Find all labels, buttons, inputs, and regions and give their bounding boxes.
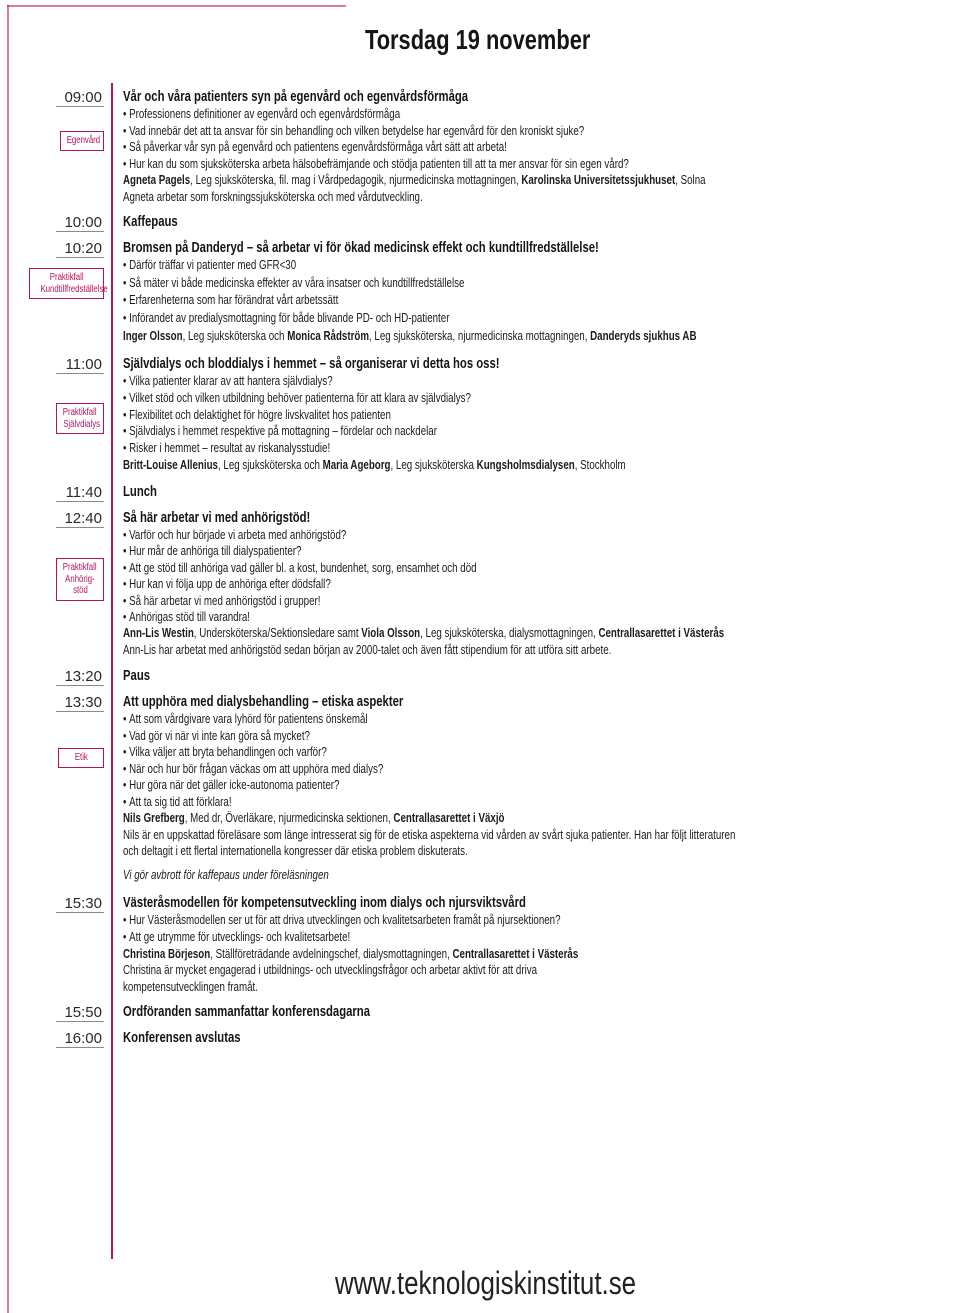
category-tag (29, 268, 108, 299)
time-label: 10:00 (56, 214, 104, 232)
session-title: Så här arbetar vi med anhörigstöd! (123, 510, 311, 526)
bullet-item: • Vilket stöd och vilken utbildning behöver patienterna för att klara av självdialys? (123, 390, 950, 407)
column-divider (111, 83, 113, 1259)
bullet-item: • Hur kan du som sjuksköterska arbeta hälsobefrämjande och stödja patienten till att ta mer ansvar för sin egen vård? (123, 156, 950, 173)
speaker-highlight: Christina Börjeson (123, 946, 211, 961)
session-block (123, 356, 950, 474)
session-block (123, 484, 950, 501)
bullet-list (123, 711, 950, 810)
category-tag-line (62, 135, 102, 147)
session-block (123, 895, 950, 996)
speaker-detail: , Solna (675, 173, 706, 188)
speaker-bio-line: Nils är en uppskattad föreläsare som länge intresserat sig för de etiska aspekterna vid vården av svårt sjuka patienter. Han har följt litteraturen (123, 827, 736, 842)
session-title: Bromsen på Danderyd – så arbetar vi för ökad medicinsk effekt och kundtillfredställelse! (123, 240, 599, 256)
speaker-bio-line: Christina är mycket engagerad i utbildnings- och utvecklingsfrågor och arbetar aktivt för att driva (123, 963, 538, 978)
bullet-item: • Professionens definitioner av egenvård och egenvårdsförmåga (123, 106, 950, 123)
speaker-highlight: Centrallasarettet i Västerås (598, 626, 725, 641)
speaker-detail: , Stockholm (574, 457, 626, 472)
bullet-item: • Att ge stöd till anhöriga vad gäller bl. a kost, bundenhet, sorg, ensamhet och död (123, 560, 950, 576)
session-block (123, 694, 950, 883)
session-note: Vi gör avbrott för kaffepaus under föreläsningen (123, 867, 329, 882)
bullet-item: • Risker i hemmet – resultat av riskanalysstudie! (123, 440, 950, 457)
bullet-item: • Flexibilitet och delaktighet för högre livskvalitet hos patienten (123, 407, 950, 424)
session-title: Kaffepaus (123, 214, 178, 230)
bullet-item: • Vad innebär det att ta ansvar för sin behandling och vilken betydelse har egenvård för den kroniskt sjuke? (123, 123, 950, 140)
bullet-item: • Att ta sig tid att förklara! (123, 794, 950, 811)
bullet-item: • Självdialys i hemmet respektive på mottagning – fördelar och nackdelar (123, 423, 950, 440)
bullet-item: • Anhörigas stöd till varandra! (123, 609, 950, 625)
category-tag (58, 748, 104, 768)
bullet-item: • Att ge utrymme för utvecklings- och kvalitetsarbete! (123, 929, 950, 946)
bullet-list (123, 912, 950, 946)
speaker-detail: , Med dr, Överläkare, njurmedicinska sektionen, (184, 811, 394, 825)
category-tag (56, 558, 104, 601)
category-tag (56, 403, 104, 434)
time-label: 12:40 (56, 510, 104, 528)
time-label: 16:00 (56, 1030, 104, 1048)
bullet-item: • Hur mår de anhöriga till dialyspatienter? (123, 543, 950, 559)
category-tag-text: Självdialys (63, 418, 101, 430)
schedule-content (123, 0, 955, 1313)
bullet-list (123, 373, 950, 457)
speaker-bio-line: Agneta arbetar som forskningssjuksköterska och med vårdutveckling. (123, 189, 423, 204)
speaker-highlight: Karolinska Universitetssjukhuset (521, 173, 676, 188)
session-title: Vår och våra patienters syn på egenvård och egenvårdsförmåga (123, 89, 469, 105)
category-tag-text: Egenvård (66, 135, 101, 146)
speaker-bio-line: Ann-Lis har arbetat med anhörigstöd sedan början av 2000-talet och även fått stipendium för att utföra sitt arbete. (123, 642, 612, 657)
bullet-item: • Hur Västeråsmodellen ser ut för att driva utvecklingen och kvalitetsarbeten framåt på njursektionen? (123, 912, 950, 929)
session-block (123, 1004, 950, 1021)
time-label: 10:20 (56, 240, 104, 258)
session-title: Konferensen avslutas (123, 1030, 241, 1046)
speaker-highlight: Agneta Pagels (123, 173, 191, 188)
session-block (123, 240, 950, 346)
speaker-highlight: Viola Olsson (361, 626, 421, 641)
bullet-item: • Vilka patienter klarar av att hantera självdialys? (123, 373, 950, 390)
session-title: Självdialys och bloddialys i hemmet – så organiserar vi detta hos oss! (123, 356, 500, 372)
speaker-line (123, 625, 950, 641)
category-tag-line (58, 407, 102, 419)
speaker-line (123, 946, 950, 963)
speaker-highlight: Maria Ageborg (322, 457, 391, 472)
page-title: Torsdag 19 november (365, 24, 591, 55)
category-tag-line (58, 585, 102, 597)
bullet-item: • Att som vårdgivare vara lyhörd för patientens önskemål (123, 711, 950, 728)
category-tag-line (58, 562, 102, 574)
time-label: 13:20 (56, 668, 104, 686)
session-title: Västeråsmodellen för kompetensutveckling inom dialys och njursviktsvård (123, 895, 526, 911)
time-label: 13:30 (56, 694, 104, 712)
speaker-line (123, 172, 950, 189)
bullet-item: • Införandet av predialysmottagning för både blivande PD- och HD-patienter (123, 310, 950, 328)
speaker-highlight: Monica Rådström (287, 328, 370, 343)
category-tag-line (58, 574, 102, 586)
session-title: Paus (123, 668, 151, 684)
time-label: 09:00 (56, 89, 104, 107)
speaker-bio-line: kompetensutvecklingen framåt. (123, 980, 258, 994)
speaker-highlight: Nils Grefberg (123, 811, 185, 825)
speaker-highlight: Danderyds sjukhus AB (590, 328, 697, 343)
time-label: 11:00 (56, 356, 104, 374)
bullet-item: • Så mäter vi både medicinska effekter av våra insatser och kundtillfredställelse (123, 275, 950, 293)
bullet-item: • Därför träffar vi patienter med GFR<30 (123, 257, 950, 275)
category-tag (60, 131, 104, 151)
category-tag-text: Kundtillfredställelse (40, 283, 108, 295)
bullet-item: • Vilka väljer att bryta behandlingen och varför? (123, 744, 950, 761)
bullet-item: • Hur göra när det gäller icke-autonoma patienter? (123, 777, 950, 794)
time-label: 11:40 (56, 484, 104, 502)
speaker-line (123, 457, 950, 474)
category-tag-text: Praktikfall (49, 272, 84, 283)
footer-website-link[interactable]: www.teknologiskinstitut.se (335, 1265, 637, 1301)
session-block (123, 214, 950, 231)
session-title: Att upphöra med dialysbehandling – etiska aspekter (123, 694, 404, 710)
session-title: Ordföranden sammanfattar konferensdagarna (123, 1004, 371, 1020)
speaker-detail: , Undersköterska/Sektionsledare samt (193, 626, 362, 641)
speaker-detail: , Leg sjuksköterska, njurmedicinska mottagningen, (369, 328, 591, 343)
time-label: 15:30 (56, 895, 104, 913)
bullet-list (123, 527, 950, 625)
category-tag-text: Praktikfall (63, 407, 97, 418)
session-title: Lunch (123, 484, 157, 500)
speaker-highlight: Inger Olsson (123, 328, 183, 343)
bullet-item: • Erfarenheterna som har förändrat vårt arbetssätt (123, 292, 950, 310)
category-tag-line (31, 272, 102, 284)
speaker-highlight: Ann-Lis Westin (123, 626, 194, 641)
category-tag-text: stöd (72, 585, 88, 596)
speaker-bio-line: och deltagit i ett flertal internationella kongresser där etiska problem diskuterats. (123, 844, 468, 858)
speaker-detail: , Leg sjuksköterska och (182, 328, 288, 343)
session-block (123, 510, 950, 658)
speaker-detail: , Leg sjuksköterska (390, 457, 477, 472)
category-tag-line (31, 283, 108, 296)
speaker-line (123, 810, 950, 827)
bullet-item: • Så här arbetar vi med anhörigstöd i grupper! (123, 593, 950, 609)
session-block (123, 668, 950, 685)
speaker-detail: , Leg sjuksköterska och (217, 457, 323, 472)
bullet-item: • Varför och hur började vi arbeta med anhörigstöd? (123, 527, 950, 543)
speaker-detail: , Leg sjuksköterska, fil. mag i Vårdpedagogik, njurmedicinska mottagningen, (190, 173, 522, 188)
session-block (123, 1030, 950, 1047)
bullet-list (123, 106, 950, 172)
category-tag-line (60, 752, 102, 764)
bullet-item: • Så påverkar vår syn på egenvård och patientens egenvårdsförmåga vårt sätt att arbeta! (123, 139, 950, 156)
category-tag-text: Anhörig- (65, 573, 95, 585)
speaker-detail: , Leg sjuksköterska, dialysmottagningen, (420, 626, 599, 641)
speaker-highlight: Centrallasarettet i Västerås (452, 946, 579, 961)
bullet-item: • När och hur bör frågan väckas om att upphöra med dialys? (123, 761, 950, 778)
category-tag-text: Praktikfall (63, 562, 97, 573)
bullet-item: • Hur kan vi följa upp de anhöriga efter dödsfall? (123, 576, 950, 592)
bullet-item: • Vad gör vi när vi inte kan göra så mycket? (123, 728, 950, 745)
speaker-highlight: Britt-Louise Allenius (123, 457, 218, 472)
time-column (0, 0, 112, 1313)
time-label: 15:50 (56, 1004, 104, 1022)
bullet-list (123, 257, 950, 328)
category-tag-text: Etik (74, 752, 88, 763)
speaker-detail: , Ställföreträdande avdelningschef, dialysmottagningen, (210, 946, 453, 961)
speaker-line (123, 328, 950, 346)
session-block (123, 89, 950, 206)
category-tag-line (58, 419, 102, 431)
speaker-highlight: Centrallasarettet i Växjö (393, 811, 505, 825)
speaker-highlight: Kungsholmsdialysen (476, 457, 575, 472)
schedule-blocks (123, 0, 950, 1313)
